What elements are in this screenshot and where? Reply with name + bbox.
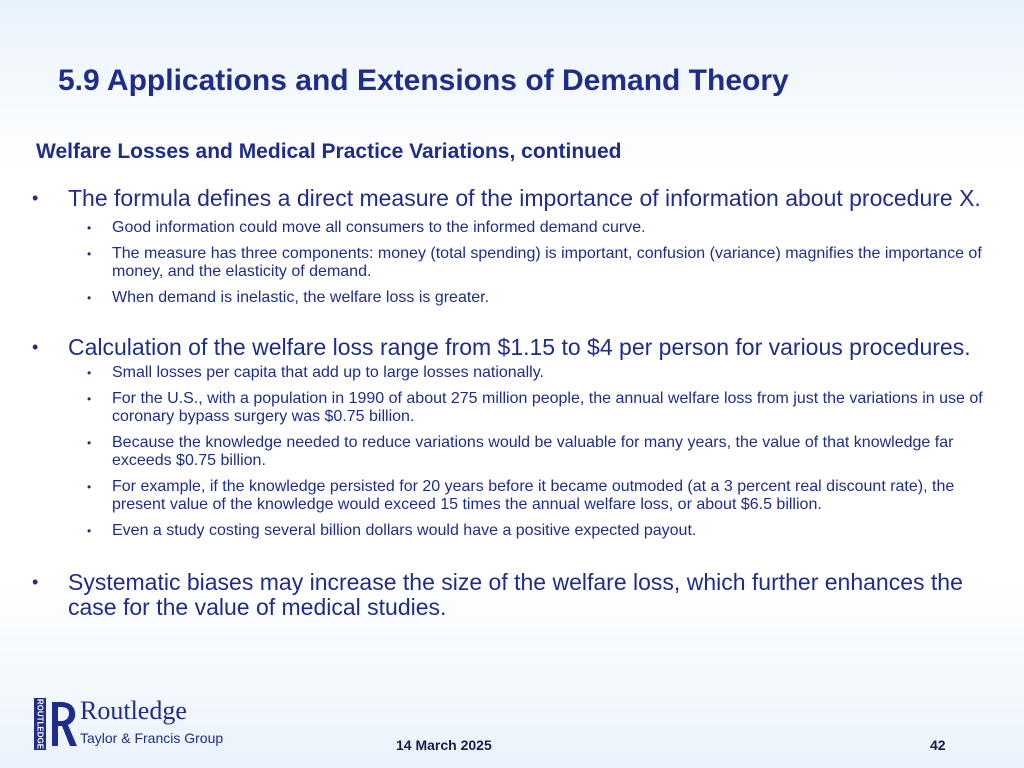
logo-group: Taylor & Francis Group [80,730,224,746]
sub-bullet-text: For example, if the knowledge persisted for 20 years before it became outmoded (at a 3 percent real discount rate), the present value of the knowledge would exceed 15 times the annual welfare loss, or about $6.5 billion. [112,478,955,513]
sub-bullet [32,364,1000,382]
sub-bullet [32,522,1000,540]
sub-bullet-marker: • [87,366,92,380]
sub-bullet-marker: • [87,247,92,261]
bullet-2-text: Calculation of the welfare loss range from $1.15 to $4 per person for various procedures. [68,334,971,360]
logo-badge-text: ROUTLEDGE [35,698,45,750]
bullet-1 [32,186,1000,211]
bullet-marker: • [32,572,39,592]
bullet-list [32,186,1000,620]
routledge-r-icon [48,698,78,750]
routledge-logo [34,696,224,754]
spacer [32,540,1000,570]
sub-bullet-marker: • [87,291,92,305]
sub-bullet [32,245,1000,281]
sub-bullet-text: Good information could move all consumers to the informed demand curve. [112,219,646,236]
sub-bullet-text: Small losses per capita that add up to large losses nationally. [112,364,544,381]
bullet-marker: • [32,337,39,357]
sub-bullet-marker: • [87,524,92,538]
spacer [32,307,1000,335]
sub-bullet [32,390,1000,426]
page-number: 42 [930,737,946,753]
logo-name: Routledge [80,696,187,725]
bullet-2 [32,335,1000,360]
sub-bullet [32,219,1000,237]
bullet-3 [32,570,1000,620]
bullet-marker: • [32,188,39,208]
sub-bullet-marker: • [87,480,92,494]
logo-badge [34,698,46,750]
sub-bullet-marker: • [87,221,92,235]
sub-bullet-text: Even a study costing several billion dollars would have a positive expected payout. [112,522,697,539]
bullet-3-text: Systematic biases may increase the size of the welfare loss, which further enhances the case for the value of medical studies. [68,569,963,620]
slide-title: 5.9 Applications and Extensions of Demand Theory [58,64,789,97]
sub-bullet-text: Because the knowledge needed to reduce variations would be valuable for many years, the value of that knowledge far exceeds $0.75 billion. [112,434,954,469]
bullet-1-text: The formula defines a direct measure of the importance of information about procedure X. [68,185,981,211]
sub-bullet-marker: • [87,436,92,450]
sub-bullet [32,289,1000,307]
sub-bullet-text: The measure has three components: money (total spending) is important, confusion (variance) magnifies the importance of money, and the elasticity of demand. [112,245,982,280]
sub-bullet-marker: • [87,392,92,406]
slide-subtitle: Welfare Losses and Medical Practice Variations, continued [36,140,622,163]
sub-bullet [32,434,1000,470]
sub-bullet-text: For the U.S., with a population in 1990 of about 275 million people, the annual welfare loss from just the variations in use of coronary bypass surgery was $0.75 billion. [112,390,983,425]
slide-date: 14 March 2025 [396,737,492,753]
sub-bullet-text: When demand is inelastic, the welfare loss is greater. [112,289,490,306]
sub-bullet [32,478,1000,514]
